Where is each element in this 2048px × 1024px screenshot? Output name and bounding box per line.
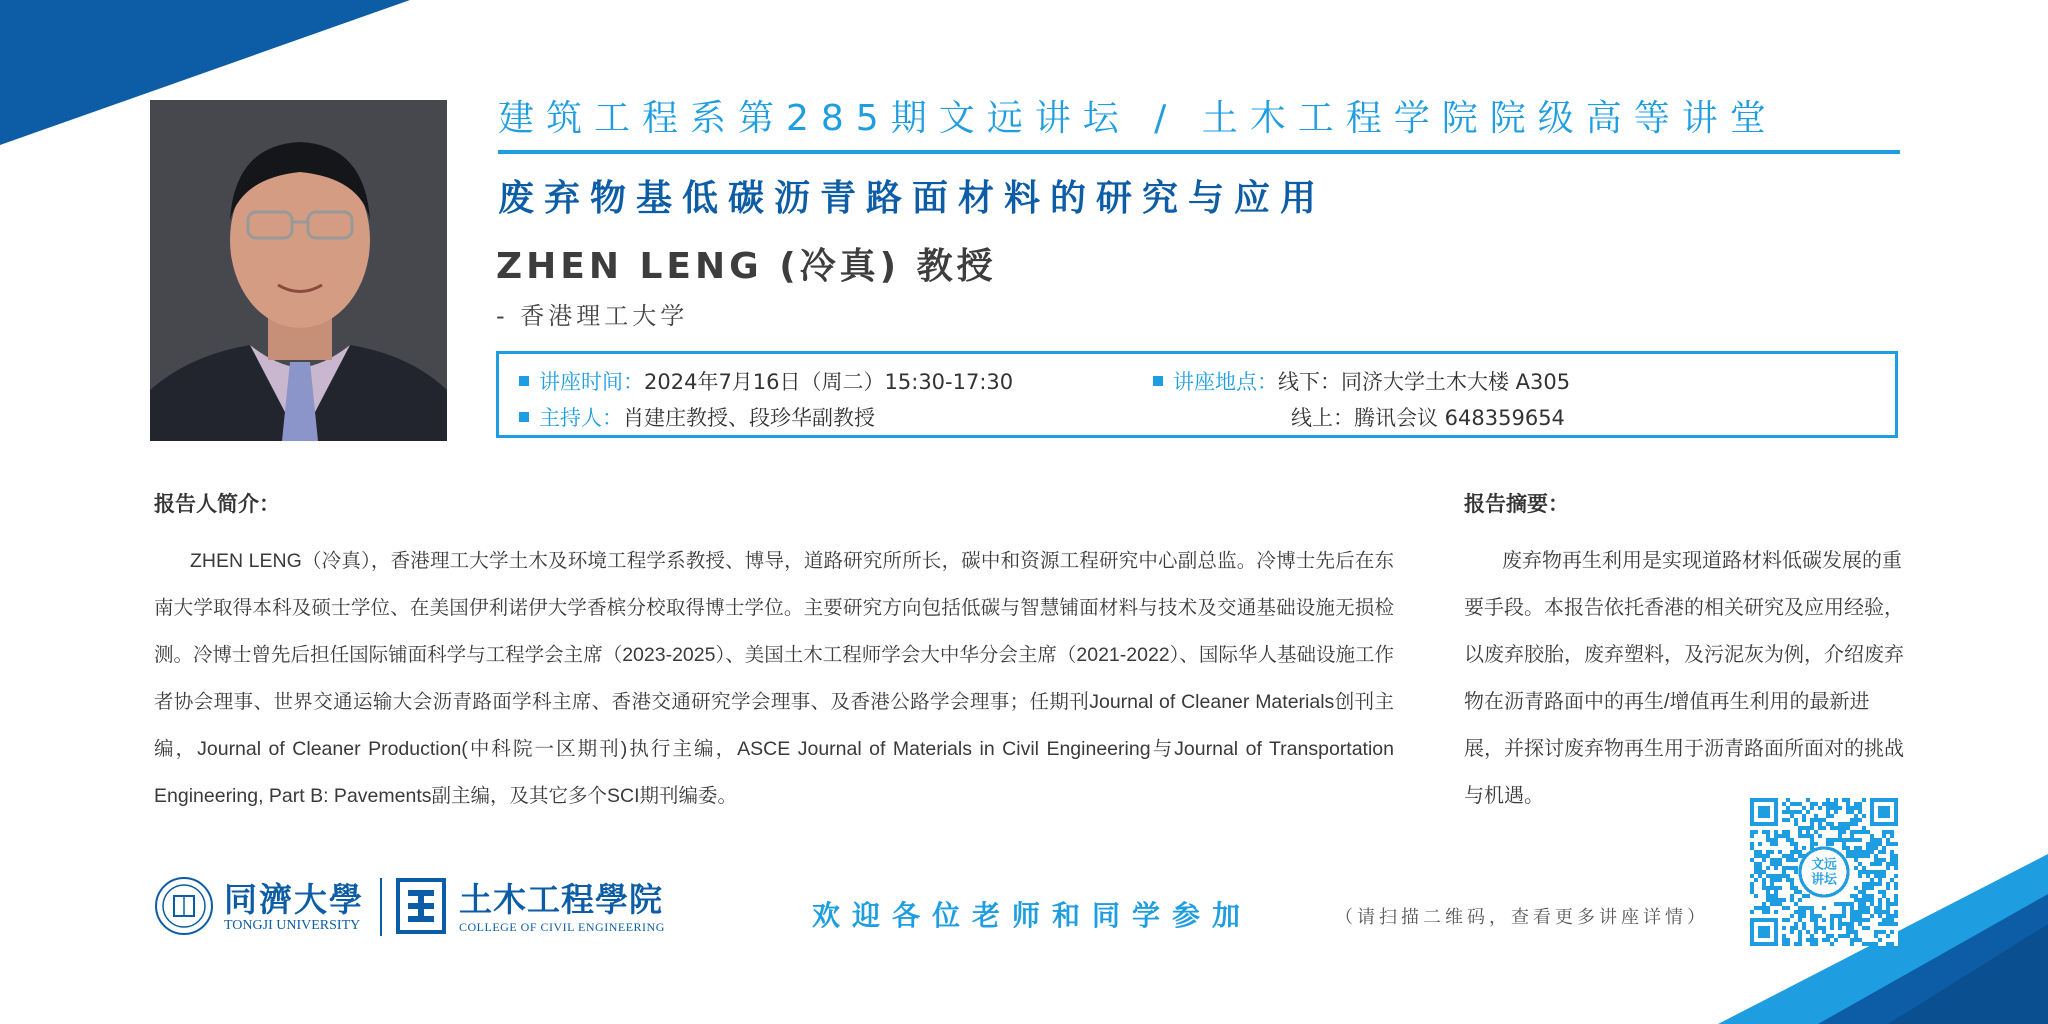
tongji-logo-en: TONGJI UNIVERSITY: [224, 918, 361, 933]
info-time: [519, 366, 1013, 396]
speaker-photo: [150, 100, 447, 441]
logo-divider: [380, 878, 382, 936]
time-value: 2024年7月16日（周二）15:30-17:30: [644, 370, 1014, 394]
host-label: 主持人：: [539, 406, 623, 430]
info-location: [1153, 366, 1570, 396]
qr-center-text-1: 文远: [1811, 857, 1837, 873]
abstract-text: 废弃物再生利用是实现道路材料低碳发展的重要手段。本报告依托香港的相关研究及应用经验，以废弃胶胎，废弃塑料，及污泥灰为例，介绍废弃物在沥青路面中的再生/增值再生利用的最新进展，并探讨废弃物再生用于沥青路面所面对的挑战与机遇。: [1464, 550, 1904, 807]
lecture-title: 废弃物基低碳沥青路面材料的研究与应用: [498, 178, 1327, 219]
time-label: 讲座时间：: [539, 370, 644, 394]
tongji-seal-icon: [154, 876, 214, 936]
college-logo-cn: 土木工程學院: [459, 880, 663, 919]
speaker-affiliation: - 香港理工大学: [496, 302, 689, 330]
tongji-logo-cn: 同濟大學: [224, 880, 364, 919]
bio-text: ZHEN LENG（冷真），香港理工大学土木及环境工程学系教授、博导，道路研究所所长，碳中和资源工程研究中心副总监。冷博士先后在东南大学取得本科及硕士学位、在美国伊利诺伊大学香槟分校取得博士学位。主要研究方向包括低碳与智慧铺面材料与技术及交通基础设施无损检测。冷博士曾先后担任国际铺面科学与工程学会主席（2023-2025）、美国土木工程师学会大中华分会主席（2021-2022）、国际华人基础设施工作者协会理事、世界交通运输大会沥青路面学科主席、香港交通研究学会理事、及香港公路学会理事；任期刊Journal of Cleaner Materials创刊主编，Journal of Cleaner Production(中科院一区期刊)执行主编，ASCE Journal of Materials in Civil Engineering与Journal of Transportation Engineering, Part B: Pavements副主编，及其它多个SCI期刊编委。: [154, 550, 1394, 807]
speaker-name: ZHEN LENG (冷真) 教授: [496, 246, 997, 287]
header-divider: [498, 150, 1900, 154]
location-online: 线上：腾讯会议 648359654: [1291, 406, 1565, 430]
bullet-square-icon: [519, 376, 529, 386]
location-offline: 线下：同济大学土木大楼 A305: [1278, 370, 1571, 394]
bio-heading: 报告人简介：: [154, 492, 280, 516]
college-logo-icon: [396, 878, 446, 934]
host-value: 肖建庄教授、段珍华副教授: [623, 406, 875, 430]
welcome-text: 欢迎各位老师和同学参加: [812, 899, 1253, 932]
qr-code[interactable]: [1750, 798, 1898, 946]
abstract-heading: 报告摘要：: [1464, 492, 1569, 516]
scan-note: （请扫描二维码，查看更多讲座详情）: [1335, 907, 1709, 928]
lecture-series-title: 建筑工程系第285期文远讲坛 / 土木工程学院院级高等讲堂: [498, 98, 1778, 139]
location-label: 讲座地点：: [1173, 370, 1278, 394]
footer-logos: [154, 874, 666, 944]
bullet-square-icon: [519, 412, 529, 422]
info-online: [1291, 402, 1565, 432]
lecture-info-box: [496, 351, 1898, 438]
qr-center-text-2: 讲坛: [1811, 872, 1837, 888]
info-host: [519, 402, 875, 432]
college-logo-en: COLLEGE OF CIVIL ENGINEERING: [459, 920, 665, 934]
bullet-square-icon: [1153, 376, 1163, 386]
